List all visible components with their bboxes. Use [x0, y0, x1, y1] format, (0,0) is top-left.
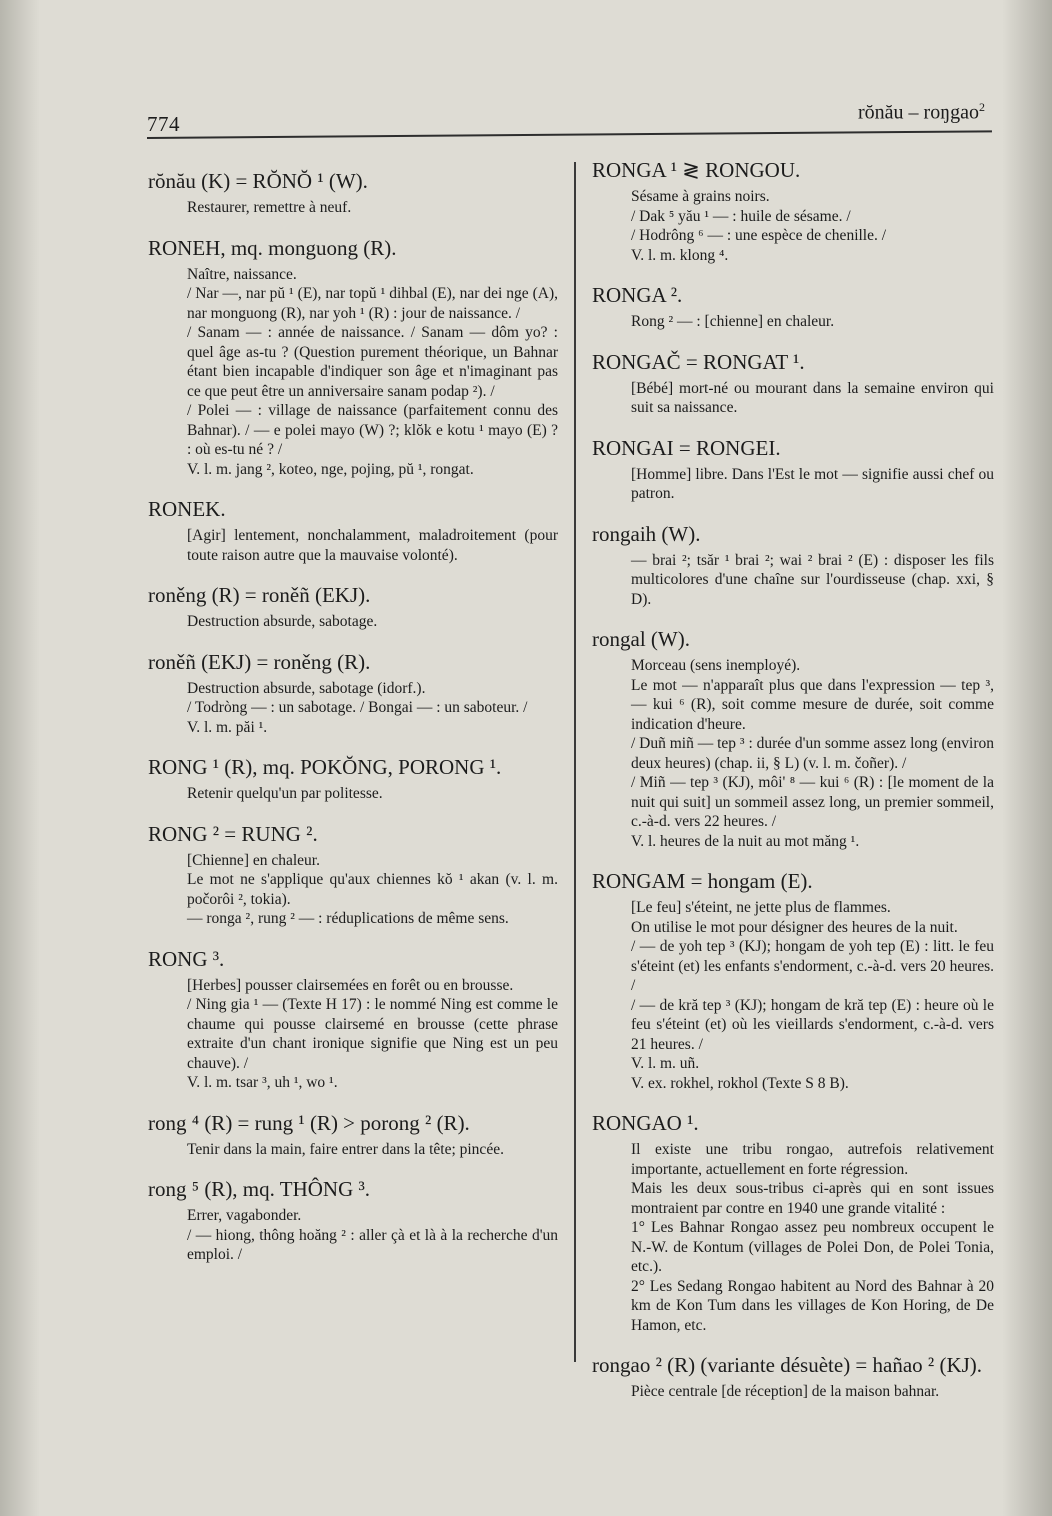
entry-line: V. l. m. uñ.: [631, 1055, 700, 1072]
entry-line: Restaurer, remettre à neuf.: [187, 199, 352, 216]
entry-line: V. l. m. păi ¹.: [187, 718, 268, 736]
entry-line: [Homme] libre. Dans l'Est le mot — signifie aussi chef ou patron.: [631, 465, 994, 502]
entry-line: [Herbes] pousser clairsemées en forêt ou en brousse.: [187, 976, 514, 994]
entry-body: [592, 1382, 994, 1402]
entry-headword: RONG ³.: [148, 946, 225, 971]
entry-line: / Hodrông ⁶ — : une espèce de chenille. /: [631, 227, 887, 244]
entry-body: [148, 198, 558, 218]
entry-body: [592, 312, 994, 332]
right-column: [592, 157, 994, 1419]
entry-body: [592, 656, 994, 851]
entry-line: / Duñ miñ — tep ³ : durée d'un somme assez long (environ deux heures) (chap. ii, § L) (v. l. m. čoñer). /: [631, 735, 995, 772]
entry-line: [Agir] lentement, nonchalamment, maladroitement (pour toute raison autre que la mauvaise volonté).: [187, 527, 558, 564]
entry-line: V. ex. rokhel, rokhol (Texte S 8 B).: [631, 1074, 849, 1092]
entry-body: [148, 851, 558, 929]
dictionary-entry: [592, 282, 994, 332]
entry-line: [Chienne] en chaleur.: [187, 851, 320, 869]
entry-body: [148, 784, 558, 804]
entry-headword: roněñ (EKJ) = roněng (R).: [148, 649, 371, 674]
entry-line: Le mot ne s'applique qu'aux chiennes kŏ ¹ akan (v. l. m. počorôi ², tokia).: [187, 871, 558, 908]
entry-headword: roněng (R) = roněñ (EKJ).: [148, 583, 371, 607]
entry-body: [592, 551, 994, 610]
dictionary-entry: [148, 496, 558, 565]
dictionary-entry: [592, 157, 994, 265]
entry-line: 1° Les Bahnar Rongao assez peu nombreux occupent le N.-W. de Kontum (villages de Polei Don, de Polei Tonia, etc.).: [631, 1219, 994, 1275]
column-divider: [574, 162, 576, 1362]
left-column: [148, 168, 558, 1282]
entry-headword: RONG ² = RUNG ².: [148, 821, 318, 846]
entry-headword: rŏnău (K) = RŎNŎ ¹ (W).: [148, 169, 368, 193]
entry-line: V. l. m. jang ², koteo, nge, pojing, pŭ ¹, rongat.: [187, 460, 474, 478]
entry-line: Morceau (sens inemployé).: [631, 657, 801, 674]
entry-body: [592, 898, 994, 1093]
dictionary-entry: [148, 946, 558, 1093]
dictionary-entry: [592, 1110, 994, 1335]
entry-headword: rong ⁵ (R), mq. THÔNG ³.: [148, 1177, 371, 1201]
entry-line: On utilise le mot pour désigner des heures de la nuit.: [631, 918, 958, 936]
entry-line: Pièce centrale [de réception] de la maison bahnar.: [631, 1383, 940, 1400]
entry-body: [148, 265, 558, 480]
entry-body: [592, 379, 994, 418]
entry-line: Destruction absurde, sabotage.: [187, 613, 378, 630]
dictionary-entry: [148, 821, 558, 929]
entry-headword: RONEH, mq. monguong (R).: [148, 235, 397, 260]
entry-line: / — de kră tep ³ (KJ); hongam de kră tep (E) : heure où le feu s'éteint (et) où les vieillards s'endorment, c.-à-d. vers 21 heures. /: [631, 996, 994, 1053]
entry-line: Naître, naissance.: [187, 265, 297, 283]
entry-headword: RONEK.: [148, 497, 226, 521]
entry-line: V. l. m. tsar ³, uh ¹, wo ¹.: [187, 1074, 338, 1091]
dictionary-entry: [592, 521, 994, 610]
dictionary-entry: [592, 435, 994, 504]
entry-line: Il existe une tribu rongao, autrefois relativement importante, actuellement en forte régression.: [631, 1141, 994, 1178]
entry-headword: RONGAO ¹.: [592, 1111, 699, 1135]
entry-line: / — de yoh tep ³ (KJ); hongam de yoh tep (E) : litt. le feu s'éteint (et) les enfants s'endorment, c.-à-d. vers 20 heures. /: [631, 938, 994, 994]
entry-line: [Le feu] s'éteint, ne jette plus de flammes.: [631, 899, 891, 916]
entry-body: [148, 679, 558, 738]
entry-headword: RONGA ¹ ≷ RONGOU.: [592, 158, 801, 182]
running-head: [858, 100, 985, 125]
entry-headword: rongaih (W).: [592, 521, 701, 546]
entry-line: [Bébé] mort-né ou mourant dans la semaine environ qui suit sa naissance.: [631, 379, 994, 416]
entry-body: [148, 1140, 558, 1160]
entry-headword: rong ⁴ (R) = rung ¹ (R) > porong ² (R).: [148, 1110, 470, 1135]
entry-line: Rong ² — : [chienne] en chaleur.: [631, 313, 835, 330]
entry-line: Destruction absurde, sabotage (idorf.).: [187, 679, 426, 697]
dictionary-entry: [592, 868, 994, 1093]
entry-line: Le mot — n'apparaît plus que dans l'expression — tep ³, — kui ⁶ (R), soit comme mesure de durée, soit comme indication d'heure.: [631, 676, 994, 733]
entry-body: [148, 526, 558, 565]
page-edge-shadow: [1002, 0, 1052, 1516]
page-gutter-shadow: [0, 0, 40, 1516]
entry-headword: RONGAM = hongam (E).: [592, 869, 813, 893]
entry-line: Errer, vagabonder.: [187, 1207, 302, 1224]
dictionary-entry: [592, 349, 994, 418]
entry-line: / Dak ⁵ yău ¹ — : huile de sésame. /: [631, 207, 851, 225]
running-head-text: rŏnău – roŋgao: [858, 101, 979, 124]
entry-line: — ronga ², rung ² — : réduplications de même sens.: [187, 910, 509, 927]
entry-line: Sésame à grains noirs.: [631, 188, 770, 205]
entry-body: [592, 187, 994, 265]
header-rule: [147, 130, 992, 139]
entry-line: / Miñ — tep ³ (KJ), môi' ⁸ — kui ⁶ (R) : [le moment de la nuit qui suit] un sommeil assez long, un premier sommeil, c.-à-d. vers 22 heures. /: [631, 774, 994, 830]
dictionary-entry: [148, 582, 558, 632]
dictionary-entry: [148, 235, 558, 480]
entry-headword: RONGA ².: [592, 283, 683, 307]
entry-body: [592, 465, 994, 504]
entry-line: Tenir dans la main, faire entrer dans la tête; pincée.: [187, 1140, 504, 1158]
entry-headword: RONG ¹ (R), mq. POKŎNG, PORONG ¹.: [148, 755, 502, 779]
entry-line: V. l. m. klong ⁴.: [631, 246, 729, 264]
entry-line: V. l. heures de la nuit au mot măng ¹.: [631, 832, 860, 850]
dictionary-entry: [148, 168, 558, 218]
dictionary-entry: [592, 626, 994, 851]
entry-line: Mais les deux sous-tribus ci-après qui en sont issues montraient par contre en 1940 une grande vitalité :: [631, 1180, 994, 1217]
entry-body: [592, 1140, 994, 1335]
entry-headword: rongao ² (R) (variante désuète) = hañao ² (KJ).: [592, 1353, 983, 1377]
dictionary-entry: [148, 649, 558, 738]
entry-body: [148, 1206, 558, 1265]
dictionary-entry: [148, 754, 558, 804]
page-number: 774: [147, 112, 180, 136]
entry-line: / Polei — : village de naissance (parfaitement connu des Bahnar). / — e polei mayo (W) ?; klŏk e kotu ¹ mayo (E) ? : où es-tu né ? /: [187, 402, 558, 458]
entry-line: 2° Les Sedang Rongao habitent au Nord des Bahnar à 20 km de Kon Tum dans les villages de Kon Horing, de De Hamon, etc.: [631, 1277, 994, 1334]
entry-line: / Nar —, nar pŭ ¹ (E), nar topŭ ¹ dihbal (E), nar dei nge (A), nar monguong (R), nar yoh ¹ (R) : jour de naissance. /: [187, 285, 558, 322]
entry-line: / Ning gia ¹ — (Texte H 17) : le nommé Ning est comme le chaume qui pousse clairsemé en brousse (cette phrase extraite d'un chant ironique signifie que Ning est un peu chauve). /: [187, 996, 558, 1072]
dictionary-entry: [148, 1110, 558, 1160]
entry-line: / — hiong, thông hoăng ² : aller çà et là à la recherche d'un emploi. /: [187, 1226, 558, 1263]
dictionary-entry: [592, 1352, 994, 1402]
entry-line: Retenir quelqu'un par politesse.: [187, 785, 383, 802]
entry-headword: rongal (W).: [592, 627, 690, 651]
entry-line: / Sanam — : année de naissance. / Sanam — dôm yo? : quel âge as-tu ? (Question purement théorique, un Bahnar étant bien incapable d'indiquer son âge et n'imaginant pas ce que peut être un anniversaire sanam podap ²). /: [187, 324, 558, 400]
entry-line: / Todròng — : un sabotage. / Bongai — : un saboteur. /: [187, 699, 528, 716]
running-head-sup: 2: [978, 100, 985, 114]
entry-headword: RONGAI = RONGEI.: [592, 435, 781, 460]
dictionary-entry: [148, 1176, 558, 1265]
entry-headword: RONGAČ = RONGAT ¹.: [592, 349, 805, 374]
entry-body: [148, 976, 558, 1093]
entry-body: [148, 612, 558, 632]
entry-line: — brai ²; tsăr ¹ brai ²; wai ² brai ² (E) : disposer les fils multicolores d'une chaîne sur l'ourdisseuse (chap. xxi, § D).: [631, 551, 994, 608]
